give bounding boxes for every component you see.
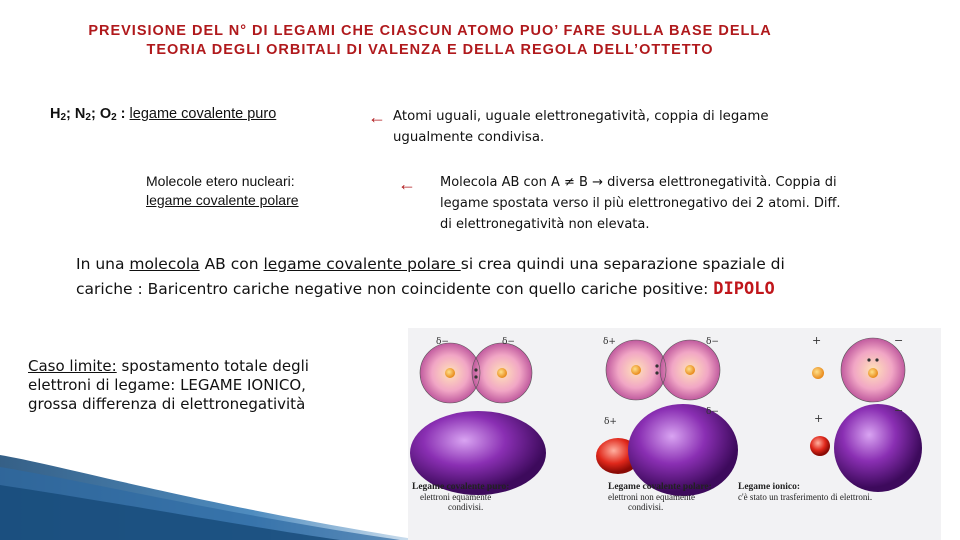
- limit-case-label: Caso limite:: [28, 357, 117, 375]
- delta-minus-label: δ−: [706, 407, 719, 417]
- pure-bond-description: [393, 106, 863, 148]
- bond-types-figure: [408, 328, 941, 540]
- colon: :: [116, 106, 130, 122]
- h-symbol: H: [50, 106, 61, 122]
- delta-minus-label: δ−: [436, 337, 449, 347]
- separator: ;: [66, 106, 75, 122]
- caption-text: condivisi.: [448, 502, 484, 512]
- caption-title: Legame covalente puro:: [412, 482, 510, 492]
- caption-text: elettroni non equamente: [608, 492, 695, 502]
- n-symbol: N: [74, 106, 86, 122]
- left-arrow-icon: ←: [398, 174, 416, 194]
- plus-label: +: [812, 334, 822, 347]
- separator: ;: [90, 106, 100, 122]
- caption-ionic: [738, 481, 938, 502]
- pure-bond-label: legame covalente puro: [129, 106, 277, 122]
- ionic-cloud: [810, 404, 922, 492]
- desc-line: Molecola AB con A ≠ B → diversa elettronegatività. Coppia di: [440, 175, 837, 190]
- text: grossa differenza di elettronegatività: [28, 395, 306, 413]
- desc-line: ugualmente condivisa.: [393, 130, 545, 145]
- desc-line: Atomi uguali, uguale elettronegatività, coppia di legame: [393, 109, 769, 124]
- plus-label: +: [814, 412, 824, 425]
- dipolo-term: DIPOLO: [713, 279, 775, 299]
- polar-bond-text: legame covalente polare: [146, 192, 299, 208]
- caption-text: elettroni equamente: [420, 492, 492, 502]
- o-subscript: 2: [111, 112, 117, 123]
- delta-minus-label: δ−: [706, 337, 719, 347]
- ionic-limit-case: [28, 357, 388, 414]
- left-arrow-icon: ←: [368, 107, 386, 127]
- desc-line: di elettronegatività non elevata.: [440, 217, 650, 232]
- delta-plus-label: δ+: [604, 417, 617, 427]
- polar-covalent-orbitals: [606, 340, 720, 400]
- caption-title: Legame covalente polare:: [608, 482, 712, 492]
- text: AB con: [199, 255, 264, 273]
- title-line-1: PREVISIONE DEL N° DI LEGAMI CHE CIASCUN ATOMO PUO’ FARE SULLA BASE DELLA: [88, 23, 772, 39]
- slide-title: [30, 22, 830, 60]
- pure-covalent-orbitals: [420, 343, 532, 403]
- polar-bond-description: [440, 172, 920, 235]
- caption-text: condivisi.: [628, 502, 664, 512]
- text: spostamento totale degli: [116, 357, 309, 375]
- caption-polar: [608, 481, 758, 512]
- minus-label: −: [894, 334, 904, 347]
- heteronuclear-label: Molecole etero nucleari:: [146, 173, 295, 189]
- polar-bond-label: [146, 172, 299, 210]
- h-subscript: 2: [60, 112, 67, 123]
- caption-text: c'è stato un trasferimento di elettroni.: [738, 492, 873, 502]
- caption-title: Legame ionico:: [738, 482, 801, 492]
- dipole-paragraph: [76, 252, 856, 302]
- text: cariche : Baricentro cariche negative non coincidente con quello cariche positive:: [76, 280, 714, 298]
- desc-line: legame spostata verso il più elettronegativo dei 2 atomi. Diff.: [440, 196, 841, 211]
- n-subscript: 2: [85, 112, 91, 123]
- pure-bond-molecules: [50, 106, 276, 123]
- text: In una: [76, 255, 130, 273]
- ionic-orbitals: [812, 338, 905, 402]
- decorative-wave: [0, 455, 420, 540]
- text: si crea quindi una separazione spaziale di: [460, 255, 785, 273]
- caption-pure: [412, 481, 572, 512]
- minus-label: −: [894, 404, 904, 417]
- delta-minus-label: δ−: [502, 337, 515, 347]
- o-symbol: O: [99, 106, 112, 122]
- underlined-text: molecola: [129, 255, 200, 273]
- underlined-text: legame covalente polare: [263, 255, 461, 273]
- title-line-2: TEORIA DEGLI ORBITALI DI VALENZA E DELLA REGOLA DELL’OTTETTO: [146, 42, 714, 58]
- delta-plus-label: δ+: [603, 337, 616, 347]
- text: elettroni di legame: LEGAME IONICO,: [28, 376, 306, 394]
